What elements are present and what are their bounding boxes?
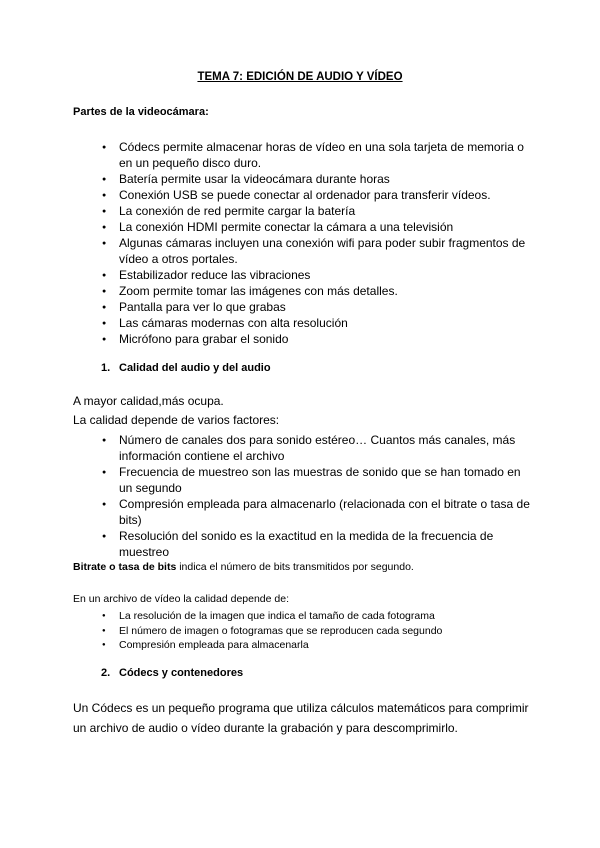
section-2-number: 2. xyxy=(101,667,111,679)
list-item: ● Estabilizador reduce las vibraciones xyxy=(119,267,529,283)
section-2-title: Códecs y contenedores xyxy=(119,667,244,679)
list-item: ● Resolución del sonido es la exactitud en la medida de la frecuencia de muestreo xyxy=(119,528,534,560)
quality-factors-intro: La calidad depende de varios factores: xyxy=(73,413,280,427)
bitrate-text: indica el número de bits transmitidos por segundo. xyxy=(176,561,414,573)
section-1-title: Calidad del audio y del audio xyxy=(119,362,271,374)
list-item: ● El número de imagen o fotogramas que se reproducen cada segundo xyxy=(119,624,519,639)
page-title: TEMA 7: EDICIÓN DE AUDIO Y VÍDEO xyxy=(197,71,403,83)
quality-intro: A mayor calidad,más ocupa. xyxy=(73,394,224,408)
list-item: ● Compresión empleada para almacenarla xyxy=(119,638,519,653)
list-item: ● Las cámaras modernas con alta resolución xyxy=(119,315,529,331)
list-item: ● Frecuencia de muestreo son las muestras de sonido que se han tomado en un segundo xyxy=(119,464,534,496)
parts-list xyxy=(119,139,529,347)
quality-factors-list xyxy=(119,432,534,560)
list-item: ● Conexión USB se puede conectar al ordenador para transferir vídeos. xyxy=(119,187,529,203)
video-quality-list xyxy=(119,609,519,653)
parts-heading: Partes de la videocámara: xyxy=(73,106,209,118)
bitrate-term: Bitrate o tasa de bits xyxy=(73,561,177,573)
section-1-heading xyxy=(101,362,271,374)
bitrate-definition xyxy=(73,560,414,574)
codecs-paragraph: Un Códecs es un pequeño programa que utiliza cálculos matemáticos para comprimir un archivo de audio o vídeo durante la grabación y para descomprimirlo. xyxy=(73,701,529,735)
list-item: ● La conexión HDMI permite conectar la cámara a una televisión xyxy=(119,219,529,235)
list-item: ● La conexión de red permite cargar la batería xyxy=(119,203,529,219)
list-item: ● Códecs permite almacenar horas de vídeo en una sola tarjeta de memoria o en un pequeño disco duro. xyxy=(119,139,529,171)
video-quality-intro: En un archivo de vídeo la calidad depende de: xyxy=(73,593,289,605)
list-item: ● Pantalla para ver lo que grabas xyxy=(119,299,529,315)
list-item: ● Zoom permite tomar las imágenes con más detalles. xyxy=(119,283,529,299)
list-item: ● Micrófono para grabar el sonido xyxy=(119,331,529,347)
section-1-number: 1. xyxy=(101,362,111,374)
list-item: ● Número de canales dos para sonido estéreo… Cuantos más canales, más información contiene el archivo xyxy=(119,432,534,464)
list-item: ● Algunas cámaras incluyen una conexión wifi para poder subir fragmentos de vídeo a otros portales. xyxy=(119,235,529,267)
list-item: ● Batería permite usar la videocámara durante horas xyxy=(119,171,529,187)
section-2-heading xyxy=(101,667,243,679)
list-item: ● Compresión empleada para almacenarlo (relacionada con el bitrate o tasa de bits) xyxy=(119,496,534,528)
list-item: ● La resolución de la imagen que indica el tamaño de cada fotograma xyxy=(119,609,519,624)
